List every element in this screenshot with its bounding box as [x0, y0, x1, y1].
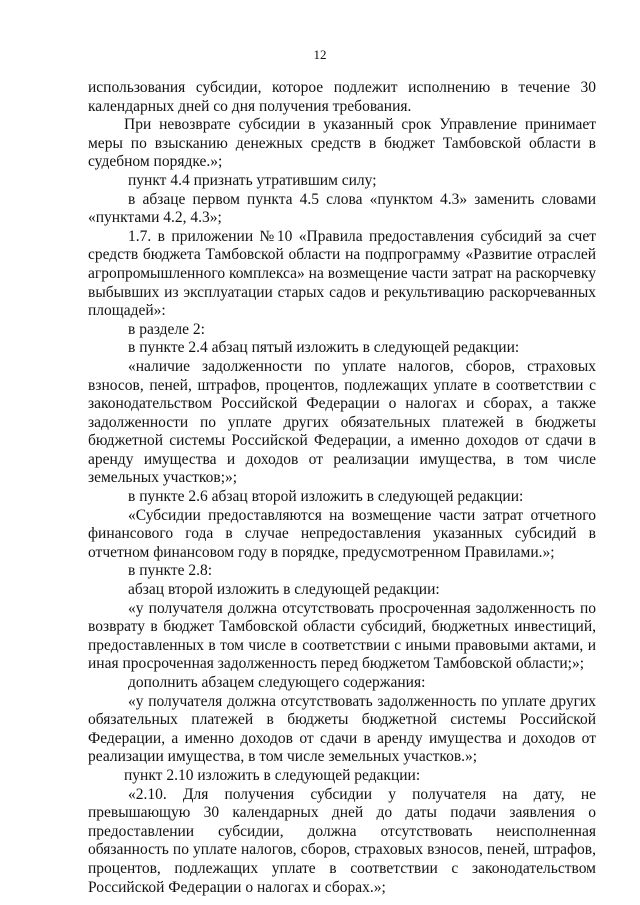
document-body [88, 79, 596, 897]
paragraph: «Субсидии предоставляются на возмещение части затрат отчетного финансового года в случае непредоставления указанных субсидий в отчетном финансовом году в порядке, предусмотренном Правилами.»; [88, 506, 596, 561]
paragraph: «2.10. Для получения субсидии у получателя на дату, не превышающую 30 календарных дней до даты подачи заявления о предоставлении субсидии, должна отсутствовать неисполненная обязанность по уплате налогов, сборов, страховых взносов, пеней, штрафов, процентов, подлежащих уплате в соответствии с законодательством Российской Федерации о налогах и сборах.»; [88, 785, 596, 896]
paragraph: «наличие задолженности по уплате налогов, сборов, страховых взносов, пеней, штрафов, процентов, подлежащих уплате в соответствии с законодательством Российской Федерации о налогах и сборах, а также задолженности по уплате других обязательных платежей в бюджеты бюджетной системы Российской Федерации, а именно доходов от сдачи в аренду имущества и доходов от реализации имущества, в том числе земельных участков;»; [88, 357, 596, 487]
paragraph: в пункте 2.8: [128, 562, 213, 580]
paragraph: При невозврате субсидии в указанный срок Управление принимает меры по взысканию денежных средств в бюджет Тамбовской области в судебном порядке.»; [88, 116, 596, 171]
paragraph: дополнить абзацем следующего содержания: [128, 674, 426, 691]
paragraph: в разделе 2: [128, 320, 205, 338]
paragraph: 1.7. в приложении №10 «Правила предоставления субсидий за счет средств бюджета Тамбовской области на подпрограмму «Развитие отраслей агропромышленного комплекса» на возмещение части затрат на раскорчевку выбывших из эксплуатации старых садов и рекультивацию раскорчеванных площадей»: [88, 227, 596, 320]
paragraph: пункт 2.10 изложить в следующей редакции: [124, 766, 421, 784]
page-number: 12 [313, 47, 327, 62]
paragraph: использования субсидии, которое подлежит исполнению в течение 30 календарных дней со дня получения требования. [88, 79, 596, 115]
paragraph: абзац второй изложить в следующей редакции: [128, 581, 440, 599]
paragraph: в пункте 2.4 абзац пятый изложить в следующей редакции: [128, 339, 520, 357]
paragraph: пункт 4.4 признать утратившим силу; [128, 171, 377, 189]
paragraph: в пункте 2.6 абзац второй изложить в следующей редакции: [128, 488, 524, 506]
paragraph: «у получателя должна отсутствовать задолженность по уплате других обязательных платежей в бюджеты бюджетной системы Российской Федерации, а именно доходов от сдачи в аренду имущества и доходов от реализации имущества, в том числе земельных участков.»; [88, 692, 596, 766]
paragraph: в абзаце первом пункта 4.5 слова «пунктом 4.3» заменить словами «пунктами 4.2, 4.3»; [88, 190, 596, 227]
paragraph: «у получателя должна отсутствовать просроченная задолженность по возврату в бюджет Тамбовской области субсидий, бюджетных инвестиций, предоставленных в том числе в соответствии с иными правовыми актами, и иная просроченная задолженность перед бюджетом Тамбовской области;»; [88, 599, 596, 673]
